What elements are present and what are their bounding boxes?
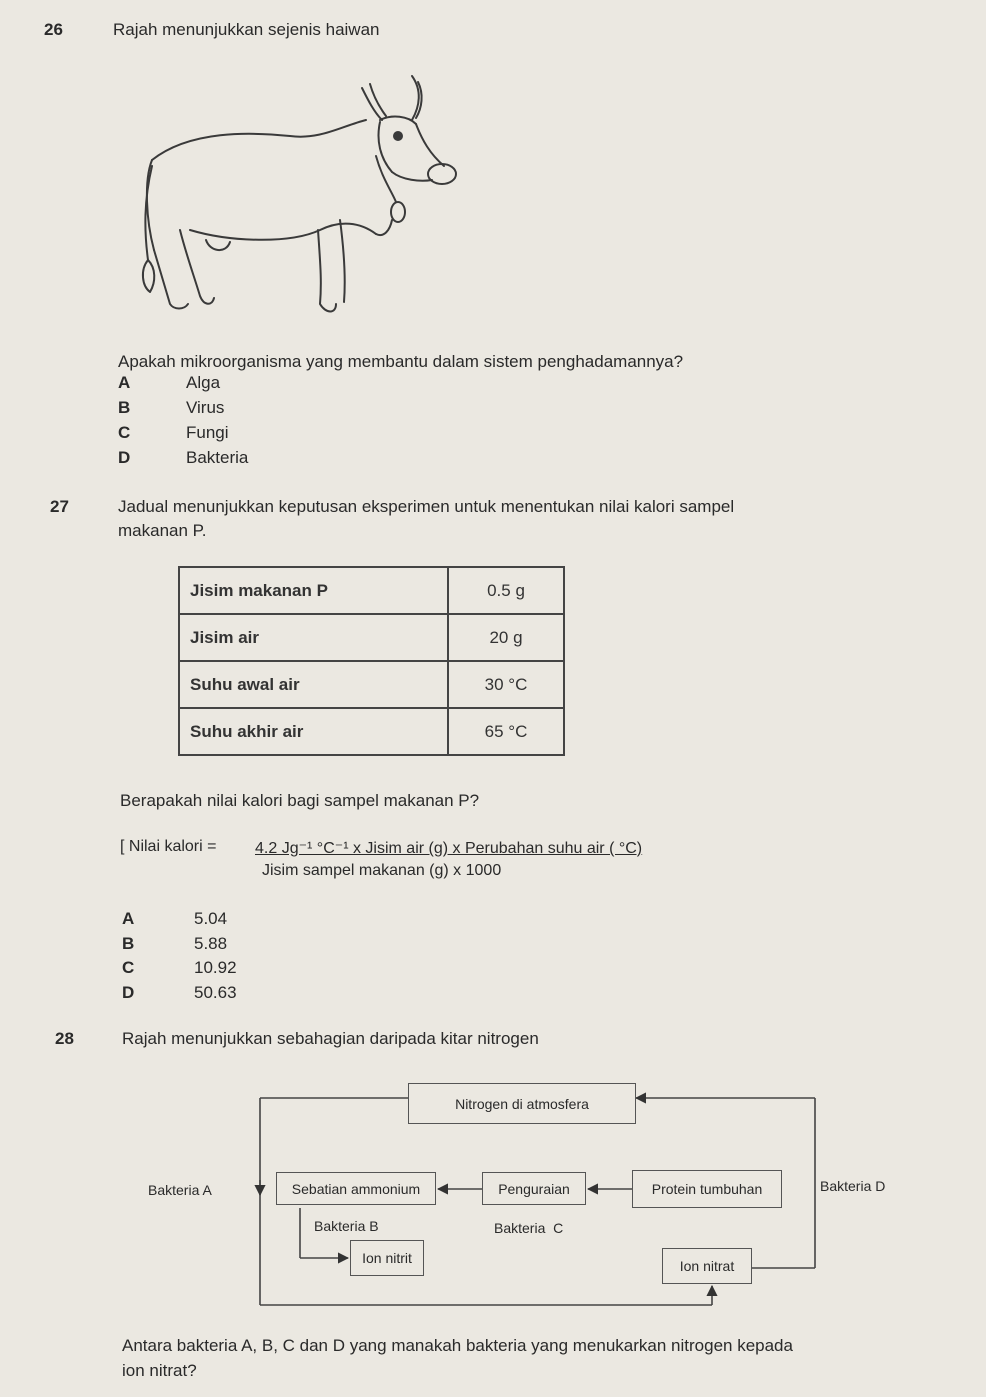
option-text: 5.04 [194,909,228,928]
table-cell-label: Suhu akhir air [179,708,448,755]
label-bacteria-a: Bakteria A [148,1182,212,1198]
label-bacteria-c: Bakteria C [494,1220,564,1236]
option-text: Alga [186,373,221,392]
option-text: Fungi [186,423,229,442]
option-letter: C [118,423,131,442]
question-28-stem: Rajah menunjukkan sebahagian daripada kitar nitrogen [122,1029,539,1048]
table-cell-label: Jisim air [179,614,448,661]
option-letter: A [118,373,131,392]
question-26-text: Apakah mikroorganisma yang membantu dalam sistem penghadamannya? [118,352,684,371]
box-ammonium-compound: Sebatian ammonium [276,1172,436,1205]
question-27-number: 27 [50,497,69,516]
question-27-stem-line1: Jadual menunjukkan keputusan eksperimen untuk menentukan nilai kalori sampel [118,497,735,516]
label-bacteria-b: Bakteria B [314,1218,379,1234]
box-ion-nitrate: Ion nitrat [662,1248,752,1284]
option-letter: D [122,983,135,1002]
question-28-text-line2: ion nitrat? [122,1361,197,1380]
option-text: 10.92 [194,958,237,977]
table-cell-label: Jisim makanan P [179,567,448,614]
table-cell-value: 0.5 g [448,567,564,614]
table-cell-label: Suhu awal air [179,661,448,708]
option-text: Bakteria [186,448,249,467]
option-text: Virus [186,398,225,417]
table-cell-value: 65 °C [448,708,564,755]
option-letter: C [122,958,135,977]
box-decomposition: Penguraian [482,1172,586,1205]
option-letter: B [118,398,131,417]
label-bacteria-d: Bakteria D [820,1178,886,1194]
option-letter: D [118,448,131,467]
box-nitrogen-atmosphere: Nitrogen di atmosfera [408,1083,636,1124]
formula-denominator: Jisim sampel makanan (g) x 1000 [262,862,502,879]
option-letter: A [122,909,135,928]
question-28-number: 28 [55,1029,74,1048]
option-letter: B [122,934,135,953]
table-cell-value: 20 g [448,614,564,661]
box-plant-protein: Protein tumbuhan [632,1170,782,1208]
question-27-stem-line2: makanan P. [118,521,207,540]
question-28-text-line1: Antara bakteria A, B, C dan D yang manakah bakteria yang menukarkan nitrogen kepada [122,1336,793,1355]
table-cell-value: 30 °C [448,661,564,708]
question-26-number: 26 [44,20,63,39]
formula-prefix: [ Nilai kalori = [120,838,217,855]
option-text: 50.63 [194,983,237,1002]
formula-numerator: 4.2 Jg⁻¹ °C⁻¹ x Jisim air (g) x Perubahan suhu air ( °C) [255,840,643,857]
box-ion-nitrite: Ion nitrit [350,1240,424,1276]
question-26-stem: Rajah menunjukkan sejenis haiwan [113,20,380,39]
question-27-text: Berapakah nilai kalori bagi sampel makanan P? [120,791,480,810]
option-text: 5.88 [194,934,228,953]
